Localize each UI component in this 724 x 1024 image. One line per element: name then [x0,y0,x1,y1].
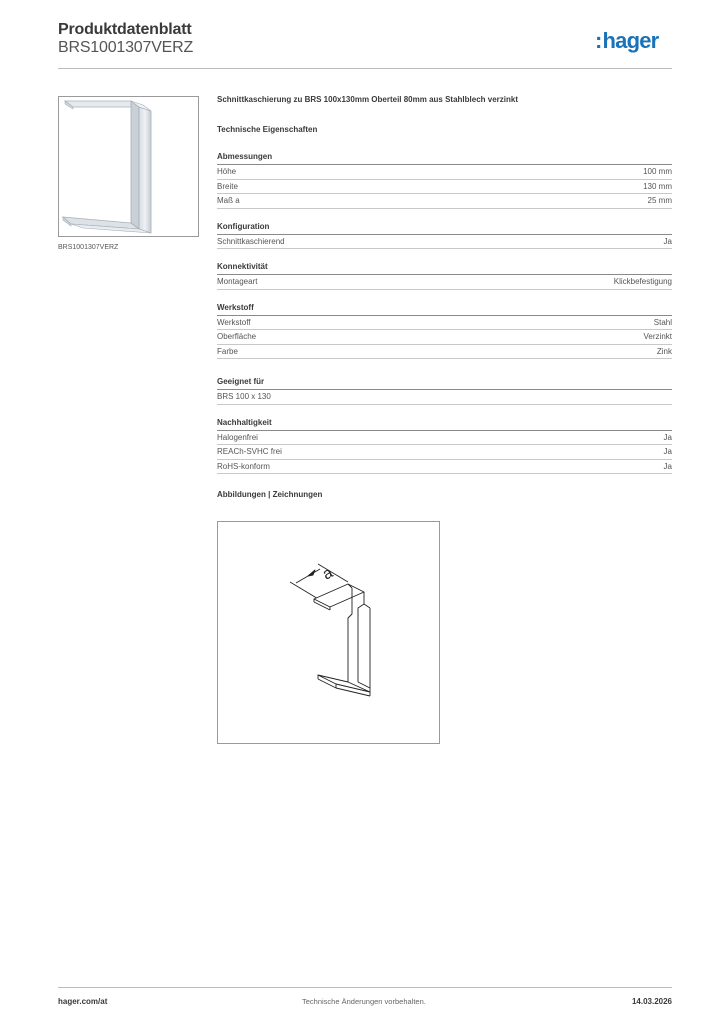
technical-drawing [217,521,440,744]
page-title: Produktdatenblatt [58,21,192,38]
table-row [217,330,672,345]
section-connectivity [217,262,672,290]
row-value: Stahl [653,317,672,327]
product-description: Schnittkaschierung zu BRS 100x130mm Oberteil 80mm aus Stahlblech verzinkt [217,95,518,104]
table-row [217,431,672,446]
product-image [58,96,199,237]
table-row [217,390,672,405]
table-row [217,165,672,180]
table-row [217,316,672,331]
hager-logo [595,30,658,52]
section-heading: Konfiguration [217,222,672,235]
logo-dots-icon: : [595,28,602,53]
row-label: Halogenfrei [217,432,258,442]
logo-text: hager [602,28,659,53]
row-label: Farbe [217,346,238,356]
row-value: Zink [656,346,672,356]
row-label: Montageart [217,277,258,286]
footer-website-link[interactable]: hager.com/at [58,997,108,1006]
section-configuration [217,222,672,250]
row-label: Werkstoff [217,317,251,327]
table-row [217,460,672,475]
row-value: Verzinkt [643,332,672,341]
section-heading: Konnektivität [217,262,672,275]
table-row [217,275,672,290]
figures-heading: Abbildungen | Zeichnungen [217,490,323,499]
section-heading: Geeignet für [217,377,672,390]
table-row [217,194,672,209]
section-heading: Abmessungen [217,152,672,165]
row-value: Ja [663,461,672,471]
row-label: Maß a [217,196,240,205]
row-value: 25 mm [647,196,672,205]
row-value: Ja [663,236,672,246]
footer-notice: Technische Änderungen vorbehalten. [302,997,426,1006]
table-row [217,445,672,460]
table-row [217,345,672,360]
table-row [217,180,672,195]
dimension-label-a: a [319,564,336,584]
article-number: BRS1001307VERZ [58,39,194,56]
bracket-line-drawing [218,522,439,743]
row-value: Ja [663,432,672,442]
row-label: Höhe [217,167,237,176]
row-value: Klickbefestigung [613,277,672,286]
row-value: 130 mm [643,181,672,191]
section-sustainability [217,418,672,475]
row-value: 100 mm [643,167,672,176]
section-dimensions [217,152,672,209]
product-details [217,95,672,499]
row-label: Oberfläche [217,332,257,341]
row-label: REACh-SVHC frei [217,447,282,456]
product-bracket-illustration [59,97,198,236]
row-label: Breite [217,181,238,191]
row-label: Schnittkaschierend [217,236,285,246]
technical-properties-heading: Technische Eigenschaften [217,125,318,134]
section-heading: Werkstoff [217,303,672,316]
header-divider [58,68,672,69]
row-label: BRS 100 x 130 [217,392,271,401]
section-heading: Nachhaltigkeit [217,418,672,431]
section-suitable-for [217,377,672,405]
product-image-caption: BRS1001307VERZ [58,244,119,251]
footer-divider [58,987,672,988]
table-row [217,235,672,250]
row-value: Ja [663,447,672,456]
row-label: RoHS-konform [217,461,270,471]
footer-date: 14.03.2026 [631,997,672,1006]
section-material [217,303,672,360]
